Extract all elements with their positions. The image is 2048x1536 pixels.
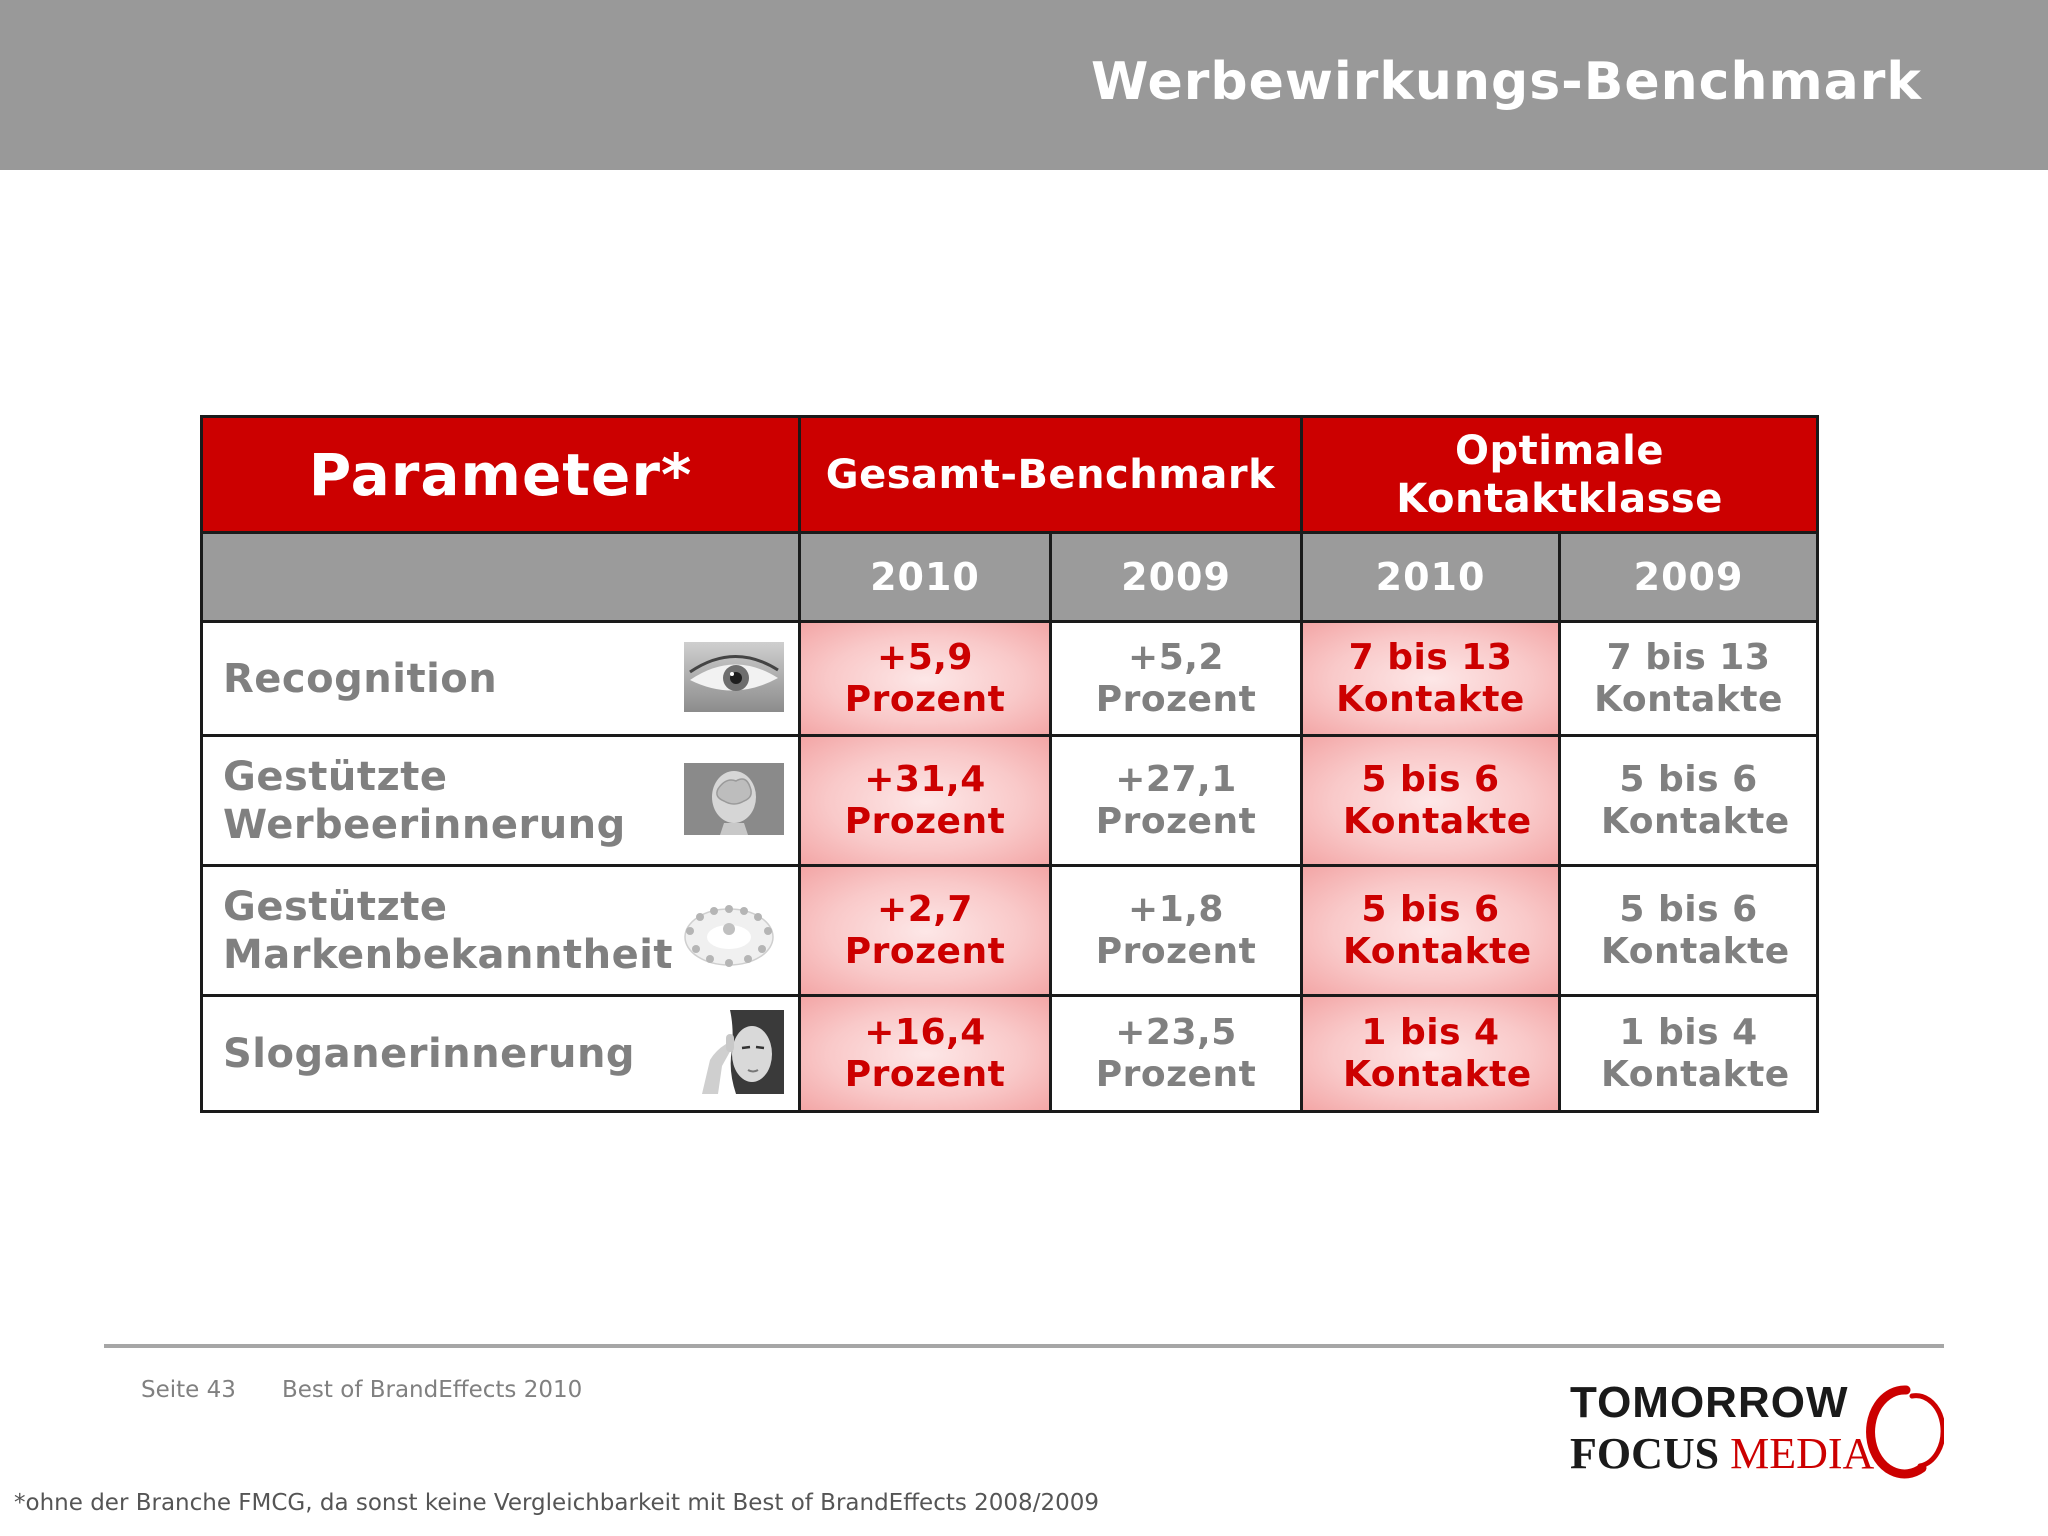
parameter-label: Gestützte Markenbekanntheit <box>223 883 674 978</box>
logo-line-focus-media <box>1570 1428 1874 1479</box>
total-2010-value: +5,9 Prozent <box>800 622 1051 736</box>
thinking-face-icon <box>692 1010 784 1098</box>
logo-ring-icon <box>1860 1382 1944 1486</box>
table-row-recognition <box>202 622 1818 736</box>
optimal-2010-value: 1 bis 4 Kontakte <box>1302 996 1560 1112</box>
total-2010-value: +16,4 Prozent <box>800 996 1051 1112</box>
optimal-2010-value: 5 bis 6 Kontakte <box>1302 736 1560 866</box>
parameter-cell <box>202 622 800 736</box>
year-total-2009: 2009 <box>1051 533 1302 622</box>
parameter-cell <box>202 736 800 866</box>
optimal-2009-value: 7 bis 13 Kontakte <box>1560 622 1818 736</box>
benchmark-table <box>200 415 1819 1113</box>
total-2010-value: +31,4 Prozent <box>800 736 1051 866</box>
page-number: Seite 43 <box>141 1377 236 1403</box>
year-optimal-2010: 2010 <box>1302 533 1560 622</box>
parameter-label: Recognition <box>223 655 498 702</box>
parameter-label: Gestützte Werbeerinnerung <box>223 753 626 848</box>
total-2009-value: +23,5 Prozent <box>1051 996 1302 1112</box>
total-2009-value: +27,1 Prozent <box>1051 736 1302 866</box>
parameter-cell <box>202 996 800 1112</box>
header-bar <box>0 0 2048 170</box>
year-total-2010: 2010 <box>800 533 1051 622</box>
optimal-2010-value: 7 bis 13 Kontakte <box>1302 622 1560 736</box>
optimal-2009-value: 1 bis 4 Kontakte <box>1560 996 1818 1112</box>
year-row-empty-cell <box>202 533 800 622</box>
logo-line-tomorrow: TOMORROW <box>1570 1378 1849 1427</box>
optimal-2009-value: 5 bis 6 Kontakte <box>1560 736 1818 866</box>
table-header-row <box>202 417 1818 533</box>
parameter-header: Parameter* <box>202 417 800 533</box>
total-2009-value: +5,2 Prozent <box>1051 622 1302 736</box>
footer-divider <box>104 1344 1944 1348</box>
total-benchmark-header: Gesamt-Benchmark <box>800 417 1302 533</box>
footnote: *ohne der Branche FMCG, da sonst keine Vergleichbarkeit mit Best of BrandEffects 2008/2009 <box>14 1490 1099 1516</box>
page-title: Werbewirkungs-Benchmark <box>1090 52 1922 112</box>
optimal-2009-value: 5 bis 6 Kontakte <box>1560 866 1818 996</box>
eye-icon <box>684 642 784 716</box>
table-row-markenbekanntheit <box>202 866 1818 996</box>
table-row-sloganerinnerung <box>202 996 1818 1112</box>
parameter-cell <box>202 866 800 996</box>
total-2009-value: +1,8 Prozent <box>1051 866 1302 996</box>
head-brain-icon <box>684 763 784 839</box>
total-2010-value: +2,7 Prozent <box>800 866 1051 996</box>
logo-focus: FOCUS <box>1570 1429 1720 1478</box>
table-year-row <box>202 533 1818 622</box>
table-row-werbeerinnerung <box>202 736 1818 866</box>
parameter-label: Sloganerinnerung <box>223 1030 636 1077</box>
tomorrow-focus-media-logo <box>1568 1378 1948 1488</box>
logo-media: MEDIA <box>1730 1429 1875 1478</box>
people-circle-icon <box>674 879 784 983</box>
footer-source: Best of BrandEffects 2010 <box>282 1377 583 1403</box>
year-optimal-2009: 2009 <box>1560 533 1818 622</box>
optimal-2010-value: 5 bis 6 Kontakte <box>1302 866 1560 996</box>
optimal-contact-class-header: Optimale Kontaktklasse <box>1302 417 1818 533</box>
